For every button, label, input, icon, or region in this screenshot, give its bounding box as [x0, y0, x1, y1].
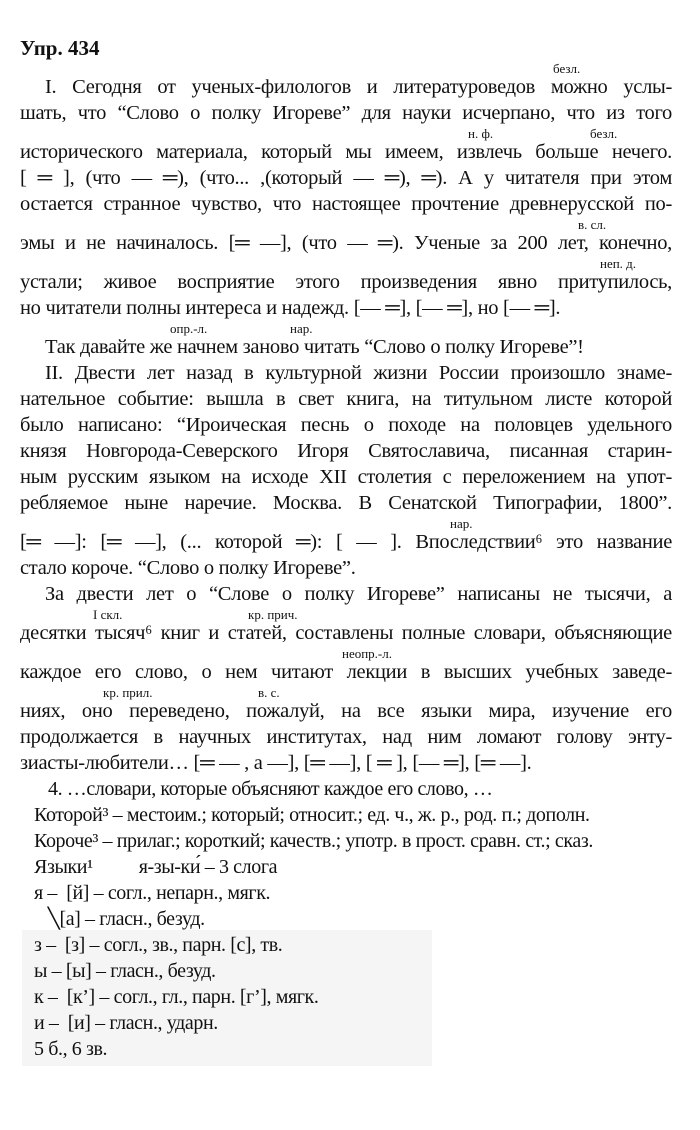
annotation-label: кр. прил. — [103, 685, 153, 700]
annotation-label: безл. — [553, 61, 581, 76]
text-line: но читатели полны интереса и надежд. [— ═], [— ═], но [— ═]. — [20, 297, 561, 319]
text-line: ным русским языком на исходе XII столетия с переложением на упот- — [20, 466, 672, 488]
analysis-line: и – [и] – гласн., ударн. — [34, 1012, 218, 1034]
text-line: остается странное чувство, что настоящее прочтение древнерусской по- — [20, 193, 672, 215]
text-line: I. Сегодня от ученых-филологов и литературоведов можно услы- — [45, 76, 672, 98]
analysis-line: 5 б., 6 зв. — [34, 1038, 108, 1060]
analysis-line: Короче³ – прилаг.; короткий; качеств.; употр. в прост. сравн. ст.; сказ. — [34, 830, 593, 852]
analysis-line: Которой³ – местоим.; который; относит.; ед. ч., ж. р., род. п.; дополн. — [34, 804, 590, 826]
annotation-label: в. сл. — [578, 217, 607, 232]
text-line: устали; живое восприятие этого произведения явно притупилось, — [20, 271, 672, 293]
text-line: шать, что “Слово о полку Игореве” для науки исчерпано, что из того — [20, 102, 672, 124]
text-line: продолжается в научных институтах, над ним ломают голову энту- — [20, 726, 672, 748]
analysis-line: 4. …словари, которые объясняют каждое его слово, … — [48, 778, 493, 800]
text-line: За двести лет о “Слове о полку Игореве” написаны не тысячи, а — [45, 583, 672, 605]
text-line: зиасты-любители… [═ — , а —], [═ —], [ ═ ], [— ═], [═ —]. — [20, 752, 532, 774]
text-line: было написано: “Ироическая песнь о походе на половцев удельного — [20, 414, 672, 436]
analysis-line: з – [з] – согл., зв., парн. [с], тв. — [34, 934, 283, 956]
text-line: стало короче. “Слово о полку Игореве”. — [20, 557, 356, 579]
annotation-label: н. ф. — [468, 126, 494, 141]
text-line: II. Двести лет назад в культурной жизни России произошло знаме- — [45, 362, 672, 384]
text-line: каждое его слово, о нем читают лекции в высших учебных заведе- — [20, 661, 672, 683]
text-line: князя Новгорода-Северского Игоря Святославича, писанная старин- — [20, 440, 672, 462]
text-line: эмы и не начиналось. [═ —], (что — ═). Ученые за 200 лет, конечно, — [20, 232, 672, 254]
annotation-label: опр.-л. — [170, 321, 208, 336]
text-line: ребляемое ныне наречие. Москва. В Сенатской Типографии, 1800”. — [20, 492, 672, 514]
text-line: десятки тысяч⁶ книг и статей, составлены полные словари, объясняющие — [20, 622, 672, 644]
text-line: [ ═ ], (что — ═), (что... ,(который — ═), ═). А у читателя при этом — [20, 167, 672, 189]
annotation-label: неп. д. — [600, 256, 637, 271]
text-line: Так давайте же начнем заново читать “Слово о полку Игореве”! — [45, 336, 584, 358]
analysis-line: Языки¹ я-зы-ки́ – 3 слога — [34, 856, 278, 878]
analysis-line: ы – [ы] – гласн., безуд. — [34, 960, 216, 982]
text-line: нательное событие: вышла в свет книга, на титульном листе которой — [20, 388, 672, 410]
exercise-title: Упр. 434 — [20, 36, 100, 60]
analysis-line: ╲[а] – гласн., безуд. — [34, 908, 205, 930]
annotation-label: в. с. — [258, 685, 280, 700]
annotation-label: нар. — [450, 516, 473, 531]
annotation-label: нар. — [290, 321, 313, 336]
text-line: [═ —]: [═ —], (... которой ═): [ — ]. Впоследствии⁶ это название — [20, 531, 672, 553]
analysis-line: я – [й] – согл., непарн., мягк. — [34, 882, 271, 904]
annotation-label: безл. — [590, 126, 618, 141]
text-line: исторического материала, который мы имеем, извлечь больше нечего. — [20, 141, 672, 163]
annotation-label: неопр.-л. — [342, 646, 393, 661]
analysis-line: к – [к’] – согл., гл., парн. [г’], мягк. — [34, 986, 319, 1008]
annotation-label: I скл. — [93, 607, 123, 622]
text-line: ниях, оно переведено, пожалуй, на все языки мира, изучение его — [20, 700, 672, 722]
annotation-label: кр. прич. — [248, 607, 298, 622]
